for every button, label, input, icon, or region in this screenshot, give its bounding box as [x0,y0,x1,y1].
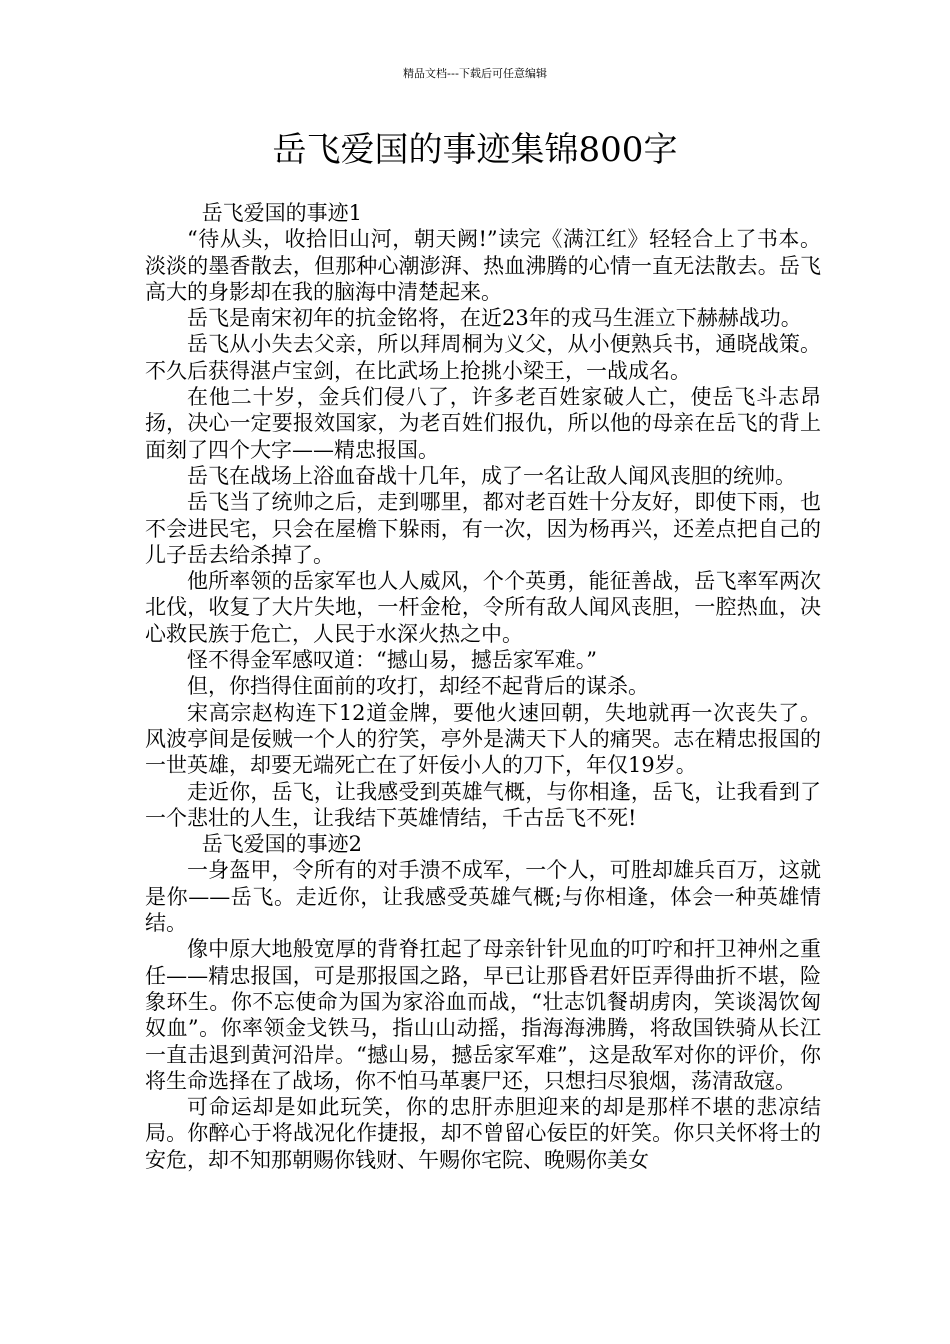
document-title: 岳飞爱国的事迹集锦800字 [272,130,678,170]
document-body [145,200,821,1173]
paragraph: 在他二十岁，金兵们侵八了，许多老百姓家破人亡，使岳飞斗志昂扬，决心一定要报效国家，为老百姓们报仇，所以他的母亲在岳飞的背上面刻了四个大字——精忠报国。 [145,385,821,462]
paragraph: 像中原大地般宽厚的背脊扛起了母亲针针见血的叮咛和扞卫神州之重任——精忠报国，可是那报国之路，早已让那昏君奸臣弄得曲折不堪，险象环生。你不忘使命为国为家浴血而战，“壮志饥餐胡虏肉，笑谈渴饮匈奴血”。你率领金戈铁马，指山山动摇，指海海沸腾，将敌国铁骑从长江一直击退到黄河沿岸。“撼山易，撼岳家军难”，这是敌军对你的评价，你将生命选择在了战场，你不怕马革裹尸还，只想扫尽狼烟，荡清敌寇。 [145,937,821,1093]
paragraph: 但，你挡得住面前的攻打，却经不起背后的谋杀。 [187,674,649,699]
paragraph: 他所率领的岳家军也人人威风，个个英勇，能征善战，岳飞率军两次北伐，收复了大片失地，一杆金枪，令所有敌人闻风丧胆，一腔热血，决心救民族于危亡，人民于水深火热之中。 [145,569,821,646]
paragraph: 宋高宗赵构连下12道金牌，要他火速回朝，失地就再一次丧失了。风波亭间是佞贼一个人的狞笑，亭外是满天下人的痛哭。志在精忠报国的一世英雄，却要无端死亡在了奸佞小人的刀下，年仅19岁。 [145,700,821,778]
header-note: 精品文档---下载后可任意编辑 [403,67,547,80]
paragraph: 岳飞在战场上浴血奋战十几年，成了一名让敌人闻风丧胆的统帅。 [187,463,796,488]
section-heading-1: 岳飞爱国的事迹1 [201,201,363,225]
paragraph: 可命运却是如此玩笑，你的忠肝赤胆迎来的却是那样不堪的悲凉结局。你醉心于将战况化作捷报，却不曾留心佞臣的奸笑。你只关怀将士的安危，却不知那朝赐你钱财、午赐你宅院、晚赐你美女 [145,1095,821,1172]
paragraph: 岳飞从小失去父亲，所以拜周桐为义父，从小便熟兵书，通晓战策。不久后获得湛卢宝剑，在比武场上抢挑小梁王，一战成名。 [145,332,821,383]
paragraph: 岳飞当了统帅之后，走到哪里，都对老百姓十分友好，即使下雨，也不会进民宅，只会在屋檐下躲雨，有一次，因为杨再兴，还差点把自己的儿子岳去给杀掉了。 [145,490,821,567]
paragraph: 岳飞是南宋初年的抗金铭将，在近23年的戎马生涯立下赫赫战功。 [187,306,802,331]
paragraph: 走近你，岳飞，让我感受到英雄气概，与你相逢，岳飞，让我看到了一个悲壮的人生，让我结下英雄情结，千古岳飞不死! [145,779,821,830]
paragraph: 怪不得金军感叹道：“撼山易，撼岳家军难。” [187,648,597,673]
paragraph: “待从头，收拾旧山河，朝天阙!”读完《满江红》轻轻合上了书本。淡淡的墨香散去，但那种心潮澎湃、热血沸腾的心情一直无法散去。岳飞高大的身影却在我的脑海中清楚起来。 [145,227,821,304]
section-heading-2: 岳飞爱国的事迹2 [201,832,363,857]
paragraph: 一身盔甲，令所有的对手溃不成军，一个人，可胜却雄兵百万，这就是你——岳飞。走近你，让我感受英雄气概;与你相逢，体会一种英雄情结。 [145,858,821,936]
